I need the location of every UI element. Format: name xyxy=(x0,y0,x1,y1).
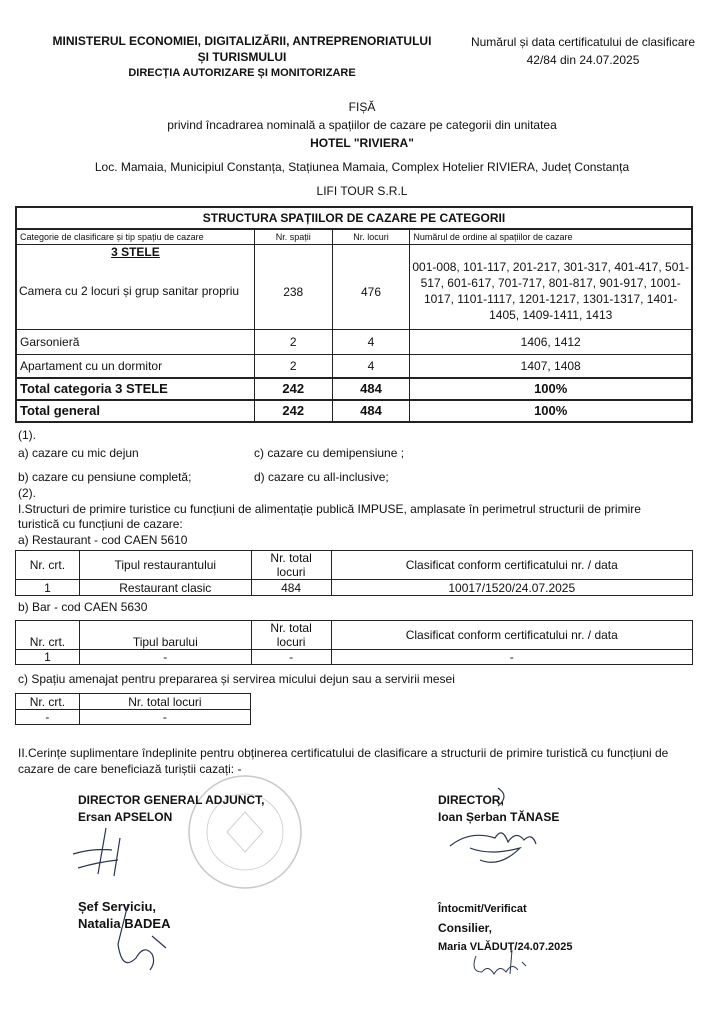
header-restaurant-type: Tipul restaurantului xyxy=(79,551,251,580)
room-spaces: 2 xyxy=(254,330,332,355)
header-category: Categorie de clasificare și tip spațiu de cazare xyxy=(16,229,254,245)
total-category-spaces: 242 xyxy=(254,378,332,400)
breakfast-table xyxy=(15,693,251,725)
header-nr-crt: Nr. crt. xyxy=(16,694,80,710)
total-general-places: 484 xyxy=(332,400,410,422)
room-places: 476 xyxy=(332,245,410,330)
bar-table xyxy=(15,620,693,665)
structure-table-title-row xyxy=(16,207,692,229)
breakfast-label: c) Spațiu amenajat pentru prepararea și servirea micului dejun sau a servirii mesei xyxy=(18,672,455,686)
restaurant-nr: 1 xyxy=(16,580,80,596)
table-row xyxy=(16,355,692,378)
room-places: 4 xyxy=(332,355,410,378)
structure-table-header-row xyxy=(16,229,692,245)
header-classified: Clasificat conform certificatului nr. / data xyxy=(331,551,692,580)
header-spaces: Nr. spații xyxy=(254,229,332,245)
table-row xyxy=(16,245,692,330)
room-spaces: 2 xyxy=(254,355,332,378)
notes2-marker: (2). xyxy=(18,486,36,500)
fisa-subtitle: privind încadrarea nominală a spațiilor de cazare pe categorii din unitatea xyxy=(167,118,557,132)
header-total-places: Nr. total locuri xyxy=(79,694,250,710)
restaurant-label: a) Restaurant - cod CAEN 5610 xyxy=(18,533,188,547)
ministry-line1: MINISTERUL ECONOMIEI, DIGITALIZĂRII, ANTREPRENORIATULUI xyxy=(52,34,432,48)
chief-name: Natalia BADEA xyxy=(78,916,171,931)
header-total-places: Nr. total locuri xyxy=(251,551,331,580)
checker-signature xyxy=(466,944,536,984)
table-row xyxy=(16,330,692,355)
extra-requirements: II.Cerințe suplimentare îndeplinite pentru obținerea certificatului de clasificare a structurii de primire turistică cu funcțiuni de cazare de care beneficiază turiștii cazați: - xyxy=(18,746,669,776)
deputy-name: Ersan APSELON xyxy=(78,810,173,824)
certificate-info xyxy=(448,33,718,69)
room-numbers: 1407, 1408 xyxy=(410,355,692,378)
room-type: Camera cu 2 locuri și grup sanitar propriu xyxy=(19,284,240,298)
note-a: a) cazare cu mic dejun xyxy=(18,446,139,460)
document-title xyxy=(0,98,724,152)
restaurant-type: Restaurant clasic xyxy=(79,580,251,596)
table-row xyxy=(16,710,251,725)
fisa-title: FIȘĂ xyxy=(348,100,376,114)
notes2-text: I.Structuri de primire turistice cu funcțiuni de alimentație publică IMPUSE, amplasate în perimetrul structurii de primire turistică cu funcțiuni de cazare: xyxy=(18,502,641,531)
deputy-signature xyxy=(68,826,148,881)
room-places: 4 xyxy=(332,330,410,355)
category-label: 3 STELE xyxy=(111,245,160,259)
certificate-label: Numărul și data certificatului de clasificare xyxy=(470,35,696,49)
checker-role: Consilier, xyxy=(438,921,493,935)
restaurant-table xyxy=(15,550,693,596)
total-general-spaces: 242 xyxy=(254,400,332,422)
header-places: Nr. locuri xyxy=(332,229,410,245)
total-general-row xyxy=(16,400,692,422)
room-numbers: 1406, 1412 xyxy=(410,330,692,355)
total-category-row xyxy=(16,378,692,400)
deputy-director-block xyxy=(78,792,264,826)
total-category-pct: 100% xyxy=(410,378,692,400)
certificate-value: 42/84 din 24.07.2025 xyxy=(526,53,640,67)
structure-table xyxy=(15,206,693,423)
restaurant-places: 484 xyxy=(251,580,331,596)
header-classified: Clasificat conform certificatului nr. / data xyxy=(331,621,692,650)
company-name: LIFI TOUR S.R.L xyxy=(316,184,408,198)
restaurant-header-row xyxy=(16,551,693,580)
bar-places: - xyxy=(251,650,331,665)
hotel-location: Loc. Mamaia, Municipiul Constanța, Stațiunea Mamaia, Complex Hotelier RIVIERA, Județ Constanța xyxy=(94,160,630,174)
bar-nr: 1 xyxy=(16,650,80,665)
director-title: DIRECTOR, xyxy=(438,793,504,807)
bar-label: b) Bar - cod CAEN 5630 xyxy=(18,600,148,614)
header-bar-type: Tipul barului xyxy=(79,621,251,650)
table-row xyxy=(16,650,693,665)
hotel-name: HOTEL "RIVIERA" xyxy=(310,136,414,150)
room-numbers: 001-008, 101-117, 201-217, 301-317, 401-417, 501-517, 601-617, 701-717, 801-817, 901-917, 1001-1017, 1101-1117, 1201-1217, 1301-1317, 1401-1405, 1409-1411, 1413 xyxy=(410,245,692,330)
header-nr-crt: Nr. crt. xyxy=(16,621,80,650)
note-d: d) cazare cu all-inclusive; xyxy=(254,470,389,484)
total-general-label: Total general xyxy=(16,400,254,422)
structure-table-title: STRUCTURA SPAȚIILOR DE CAZARE PE CATEGORII xyxy=(16,207,692,229)
header-numbers: Numărul de ordine al spațiilor de cazare xyxy=(410,229,692,245)
table-row xyxy=(16,580,693,596)
notes1-marker: (1). xyxy=(18,428,36,442)
chief-title: Șef Serviciu, xyxy=(78,899,157,914)
deputy-title: DIRECTOR GENERAL ADJUNCT, xyxy=(78,793,265,807)
breakfast-nr: - xyxy=(16,710,80,725)
director-signature xyxy=(440,786,550,876)
note-b: b) cazare cu pensiune completă; xyxy=(18,470,192,484)
total-general-pct: 100% xyxy=(410,400,692,422)
room-type: Apartament cu un dormitor xyxy=(16,355,254,378)
checker-title: Întocmit/Verificat xyxy=(438,903,527,915)
note-c: c) cazare cu demipensiune ; xyxy=(254,446,405,460)
breakfast-header-row xyxy=(16,694,251,710)
total-category-label: Total categoria 3 STELE xyxy=(16,378,254,400)
ministry-header xyxy=(38,33,446,81)
bar-type: - xyxy=(79,650,251,665)
stamp-seal xyxy=(185,772,305,892)
chief-signature xyxy=(108,896,178,976)
bar-header-row xyxy=(16,621,693,650)
room-type: Garsonieră xyxy=(16,330,254,355)
header-nr-crt: Nr. crt. xyxy=(16,551,80,580)
director-name: Ioan Șerban TĂNASE xyxy=(438,810,560,824)
total-category-places: 484 xyxy=(332,378,410,400)
directorate: DIRECȚIA AUTORIZARE ȘI MONITORIZARE xyxy=(128,67,356,79)
room-spaces: 238 xyxy=(254,245,332,330)
bar-cert: - xyxy=(331,650,692,665)
header-total-places: Nr. total locuri xyxy=(251,621,331,650)
ministry-line2: ȘI TURISMULUI xyxy=(197,50,287,64)
checker-name: Maria VLĂDUȚ/24.07.2025 xyxy=(438,941,573,953)
restaurant-cert: 10017/1520/24.07.2025 xyxy=(331,580,692,596)
breakfast-places: - xyxy=(79,710,250,725)
